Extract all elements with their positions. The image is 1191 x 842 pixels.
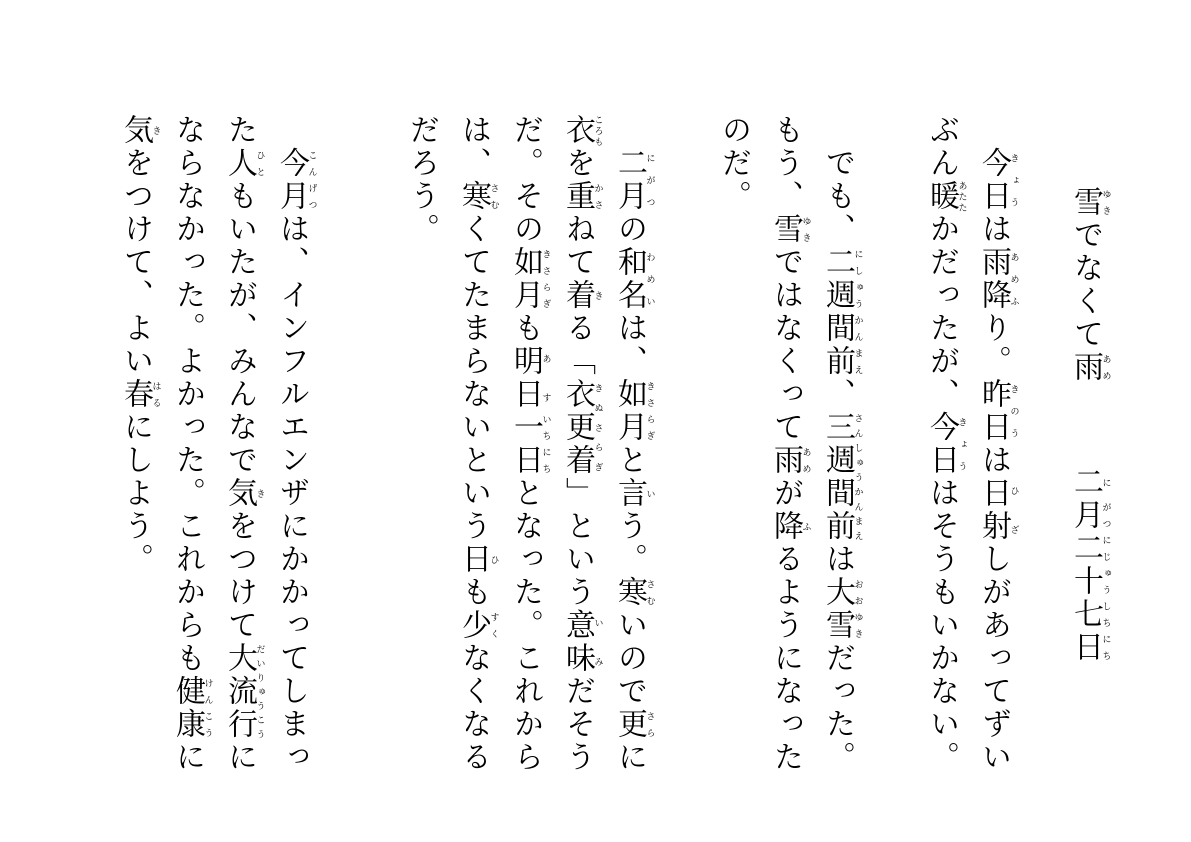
ruby-word: 雨あめ <box>1068 351 1111 384</box>
text-line: でも、二週間前にしゅうかんまえ、三週間前さんしゅうかんまえは大雪おおゆきだった。 <box>820 114 863 774</box>
paragraph-4 <box>109 114 317 774</box>
ruby-word: 寒さむ <box>612 576 655 609</box>
furigana: ひざ <box>1008 477 1019 543</box>
text-line: は、寒さむくてたまらないという日ひも少すくなくなる <box>456 114 499 774</box>
ruby-word: 気き <box>118 114 161 147</box>
ruby-word: 日ひ <box>456 543 499 576</box>
furigana: ふ <box>800 510 811 543</box>
furigana: にじゅうしちにち <box>1100 532 1111 664</box>
ruby-word: 雨降あめふ <box>976 246 1019 312</box>
furigana: ゆき <box>800 213 811 246</box>
ruby-word: 着き <box>560 279 603 312</box>
document-title <box>1059 186 1111 384</box>
text-line: た人ひともいたが、みんなで気きをつけて大流行だいりゅうこうに <box>222 114 265 774</box>
furigana: ゆき <box>1100 186 1111 219</box>
ruby-word: 今日きょう <box>976 147 1019 213</box>
ruby-word: 衣更着きぬさらぎ <box>560 378 603 477</box>
ruby-word: 言い <box>612 477 655 510</box>
text-line: ぶん暖あたたかだったが、今日きょうはそうもいかない。 <box>924 114 967 774</box>
furigana: あめ <box>1100 351 1111 384</box>
ruby-word: 意味いみ <box>560 609 603 675</box>
text-line: もう、雪ゆきではなくって雨あめが降ふるようになった <box>768 114 811 774</box>
text-line: 今月こんげつは、インフルエンザにかかってしまっ <box>274 147 317 774</box>
furigana: さむ <box>644 576 655 609</box>
ruby-word: 健康けんこう <box>170 675 213 741</box>
furigana: わめい <box>644 246 655 312</box>
furigana: きさらぎ <box>540 246 551 312</box>
paragraph-3 <box>395 114 655 774</box>
text-line: ならなかった。よかった。これからも健康けんこうに <box>170 114 213 774</box>
text-line: のだ。 <box>716 114 751 213</box>
furigana: がつ <box>1100 499 1111 532</box>
ruby-word: 春はる <box>118 378 161 411</box>
furigana: い <box>644 477 655 510</box>
text-line: だろう。 <box>404 114 439 246</box>
ruby-word: 雪ゆき <box>1068 186 1111 219</box>
furigana: きぬさらぎ <box>592 378 603 477</box>
furigana: さんしゅうかんまえ <box>852 411 863 543</box>
ruby-word: 二月にがつ <box>612 147 655 213</box>
document-date <box>1059 466 1111 664</box>
text-line: 気きをつけて、よい春はるにしよう。 <box>118 114 161 576</box>
ruby-word: 月がつ <box>1068 499 1111 532</box>
furigana: かさ <box>592 180 603 213</box>
ruby-word: 少すく <box>456 609 499 642</box>
ruby-word: 如月きさらぎ <box>508 246 551 312</box>
furigana: にがつ <box>644 147 655 213</box>
ruby-word: 大雪おおゆき <box>820 576 863 642</box>
furigana: はる <box>150 378 161 411</box>
furigana: にしゅうかんまえ <box>852 246 863 378</box>
ruby-word: 暖あたた <box>924 180 967 213</box>
furigana: いみ <box>592 609 603 675</box>
ruby-word: 三週間前さんしゅうかんまえ <box>820 411 863 543</box>
text-line: 衣ころもを重かさねて着きる「衣更着きぬさらぎ」という意味いみだそう <box>560 114 603 774</box>
text-line <box>1068 466 1111 664</box>
paragraph-1 <box>915 114 1019 774</box>
text-line: だ。その如月きさらぎも明日あす一日いちにちとなった。これから <box>508 114 551 774</box>
ruby-word: 如月きさらぎ <box>612 378 655 444</box>
ruby-word: 寒さむ <box>456 180 499 213</box>
ruby-word: 二十七日にじゅうしちにち <box>1068 532 1111 664</box>
ruby-word: 明日あす <box>508 345 551 411</box>
ruby-word: 人ひと <box>222 147 265 180</box>
furigana: いちにち <box>540 411 551 477</box>
text-line: 二月にがつの和名わめいは、如月きさらぎと言いう。寒さむいので更さらに <box>612 147 655 774</box>
furigana: だいりゅうこう <box>254 642 265 741</box>
furigana: き <box>254 477 265 510</box>
ruby-word: 気き <box>222 477 265 510</box>
ruby-word: 重かさ <box>560 180 603 213</box>
furigana: に <box>1100 466 1111 499</box>
furigana: きょう <box>1008 147 1019 213</box>
ruby-word: 日射ひざ <box>976 477 1019 543</box>
ruby-word: 二週間前にしゅうかんまえ <box>820 246 863 378</box>
ruby-word: 更さら <box>612 708 655 741</box>
furigana: こんげつ <box>306 147 317 213</box>
ruby-word: 今月こんげつ <box>274 147 317 213</box>
ruby-word: 一日いちにち <box>508 411 551 477</box>
furigana: ころも <box>592 114 603 147</box>
furigana: きさらぎ <box>644 378 655 444</box>
furigana: さむ <box>488 180 499 213</box>
ruby-word: 和名わめい <box>612 246 655 312</box>
ruby-word: 今日きょう <box>924 411 967 477</box>
ruby-word: 衣ころも <box>560 114 603 147</box>
furigana: あめ <box>800 444 811 477</box>
ruby-word: 降ふ <box>768 510 811 543</box>
text-line: 雪ゆきでなくて雨あめ <box>1068 186 1111 384</box>
paragraph-2 <box>707 114 863 774</box>
furigana: あめふ <box>1008 246 1019 312</box>
furigana: きょう <box>956 411 967 477</box>
ruby-word: 二に <box>1068 466 1111 499</box>
ruby-word: 大流行だいりゅうこう <box>222 642 265 741</box>
furigana: けんこう <box>202 675 213 741</box>
ruby-word: 雨あめ <box>768 444 811 477</box>
furigana: すく <box>488 609 499 642</box>
furigana: ひ <box>488 543 499 576</box>
furigana: きのう <box>1008 378 1019 444</box>
furigana: き <box>150 114 161 147</box>
furigana: あす <box>540 345 551 411</box>
furigana: ひと <box>254 147 265 180</box>
furigana: あたた <box>956 180 967 213</box>
ruby-word: 昨日きのう <box>976 378 1019 444</box>
furigana: おおゆき <box>852 576 863 642</box>
text-line: 今日きょうは雨降あめふり。昨日きのうは日射ひざしがあってずい <box>976 147 1019 774</box>
furigana: さら <box>644 708 655 741</box>
furigana: き <box>592 279 603 312</box>
ruby-word: 雪ゆき <box>768 213 811 246</box>
